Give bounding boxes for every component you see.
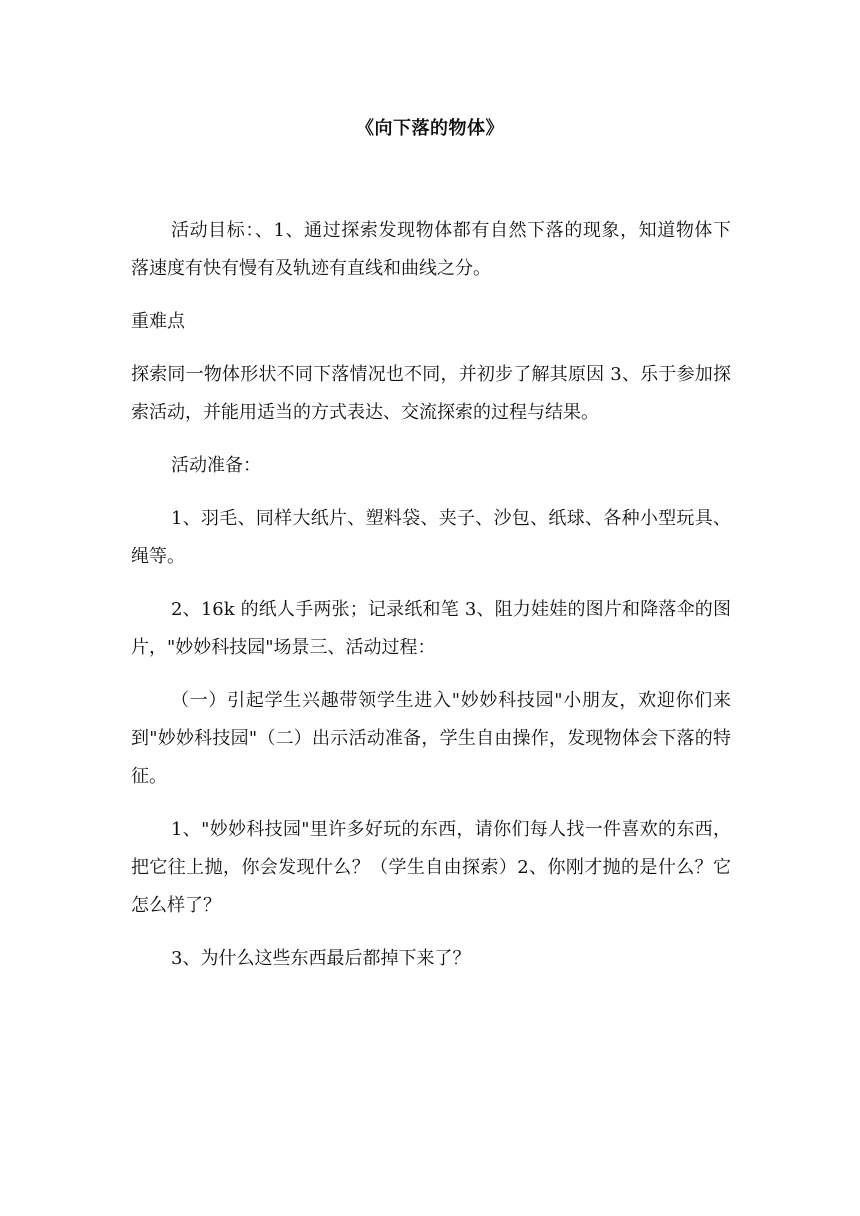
paragraph-key-points: 探索同一物体形状不同下落情况也不同，并初步了解其原因 3、乐于参加探索活动，并能用适当的方式表达、交流探索的过程与结果。 [131, 364, 731, 423]
paragraph-key-points-heading: 重难点 [131, 311, 185, 332]
paragraph-preparation-1: 1、羽毛、同样大纸片、塑料袋、夹子、沙包、纸球、各种小型玩具、绳等。 [131, 508, 731, 567]
paragraph-preparation-2: 2、16k 的纸人手两张；记录纸和笔 3、阻力娃娃的图片和降落伞的图片，"妙妙科技园"场景三、活动过程： [131, 599, 731, 658]
paragraph-preparation-heading: 活动准备： [171, 455, 261, 476]
document-body [131, 212, 731, 993]
paragraph-objectives: 活动目标：、1、通过探索发现物体都有自然下落的现象，知道物体下落速度有快有慢有及轨迹有直线和曲线之分。 [131, 220, 731, 279]
document-title: 《向下落的物体》 [356, 118, 504, 139]
paragraph-process-1: （一）引起学生兴趣带领学生进入"妙妙科技园"小朋友，欢迎你们来到"妙妙科技园"（二）出示活动准备，学生自由操作，发现物体会下落的特征。 [131, 690, 731, 787]
paragraph-process-2: 1、"妙妙科技园"里许多好玩的东西，请你们每人找一件喜欢的东西，把它往上抛，你会发现什么？（学生自由探索）2、你刚才抛的是什么？它怎么样了？ [131, 819, 731, 916]
paragraph-process-3: 3、为什么这些东西最后都掉下来了？ [171, 948, 471, 969]
